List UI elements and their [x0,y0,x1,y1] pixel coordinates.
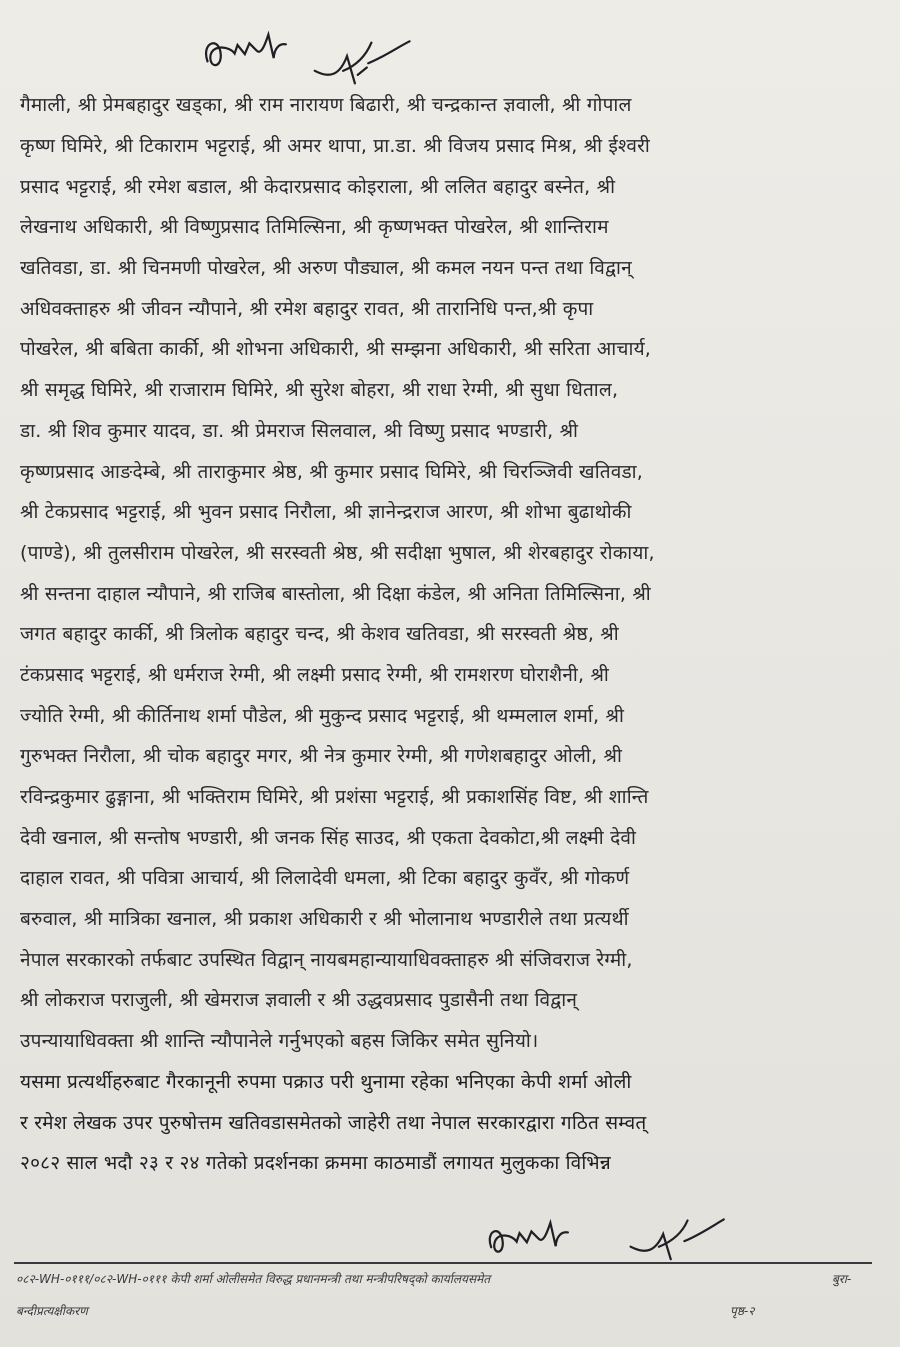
judgment-text [20,84,862,1183]
text-line: श्री समृद्ध घिमिरे, श्री राजाराम घिमिरे, श्री सुरेश बोहरा, श्री राधा रेग्मी, श्री सुधा धिताल, [20,379,619,402]
paragraph-2-line: र रमेश लेखक उपर पुरुषोत्तम खतिवडासमेतको जाहेरी तथा नेपाल सरकारद्वारा गठित सम्वत् [20,1111,647,1134]
text-line: ज्योति रेग्मी, श्री कीर्तिनाथ शर्मा पौडेल, श्री मुकुन्द प्रसाद भट्टराई, श्री थम्मलाल शर्मा, श्री [20,704,625,727]
text-line: कृष्णप्रसाद आङदेम्बे, श्री ताराकुमार श्रेष्ठ, श्री कुमार प्रसाद घिमिरे, श्री चिरञ्जिवी खतिवडा, [20,460,644,483]
paragraph-2-line: यसमा प्रत्यर्थीहरुबाट गैरकानूनी रुपमा पक्राउ परी थुनामा रहेका भनिएका केपी शर्मा ओली [20,1070,632,1093]
text-line: रविन्द्रकुमार ढुङ्गाना, श्री भक्तिराम घिमिरे, श्री प्रशंसा भट्टराई, श्री प्रकाशसिंह विष्ट, श्री शान्ति [20,786,649,809]
text-line: जगत बहादुर कार्की, श्री त्रिलोक बहादुर चन्द, श्री केशव खतिवडा, श्री सरस्वती श्रेष्ठ, श्री [20,623,619,646]
footer-continued-marker: बुरा- [832,1272,852,1286]
footer-divider [14,1262,872,1264]
signature-top-left [197,16,293,80]
text-line: नेपाल सरकारको तर्फबाट उपस्थित विद्वान् नायबमहान्यायाधिवक्ताहरु श्री संजिवराज रेग्मी, [20,948,633,971]
text-line: देवी खनाल, श्री सन्तोष भण्डारी, श्री जनक सिंह साउद, श्री एकता देवकोटा,श्री लक्ष्मी देवी [20,826,637,849]
text-line: अधिवक्ताहरु श्री जीवन न्यौपाने, श्री रमेश बहादुर रावत, श्री तारानिधि पन्त,श्री कृपा [20,297,594,320]
text-line: गुरुभक्त निरौला, श्री चोक बहादुर मगर, श्री नेत्र कुमार रेग्मी, श्री गणेशबहादुर ओली, श्री [20,745,623,768]
footer-case-type: बन्दीप्रत्यक्षीकरण [16,1304,88,1318]
footer-case-reference: ०८२-WH-०१११/०८२-WH-०१११ केपी शर्मा ओलीसमेत विरुद्ध प्रधानमन्त्री तथा मन्त्रीपरिषद्को कार्यालयसमेत [16,1272,491,1286]
text-line: कृष्ण घिमिरे, श्री टिकाराम भट्टराई, श्री अमर थापा, प्रा.डा. श्री विजय प्रसाद मिश्र, श्री ईश्वरी [20,135,650,158]
text-line: श्री लोकराज पराजुली, श्री खेमराज ज्ञवाली र श्री उद्धवप्रसाद पुडासैनी तथा विद्वान् [20,989,578,1012]
text-line: पोखरेल, श्री बबिता कार्की, श्री शोभना अधिकारी, श्री सम्झना अधिकारी, श्री सरिता आचार्य, [20,338,652,361]
text-line: लेखनाथ अधिकारी, श्री विष्णुप्रसाद तिमिल्सिना, श्री कृष्णभक्त पोखरेल, श्री शान्तिराम [20,216,609,239]
text-line: श्री सन्तना दाहाल न्यौपाने, श्री राजिब बास्तोला, श्री दिक्षा कंडेल, श्री अनिता तिमिल्सिना, श्री [20,582,651,605]
text-line: डा. श्री शिव कुमार यादव, डा. श्री प्रेमराज सिलवाल, श्री विष्णु प्रसाद भण्डारी, श्री [20,419,579,442]
signature-mark [197,16,293,80]
signature-bottom-left [481,1206,575,1266]
text-line: टंकप्रसाद भट्टराई, श्री धर्मराज रेग्मी, श्री लक्ष्मी प्रसाद रेग्मी, श्री रामशरण घोराशैनी, श्री [20,663,610,686]
footer-page-number: पृष्ठ-२ [730,1304,755,1318]
signature-mark [481,1206,575,1266]
text-line: श्री टेकप्रसाद भट्टराई, श्री भुवन प्रसाद निरौला, श्री ज्ञानेन्द्रराज आरण, श्री शोभा बुढाथोकी [20,501,632,524]
text-line: बरुवाल, श्री मात्रिका खनाल, श्री प्रकाश अधिकारी र श्री भोलानाथ भण्डारीले तथा प्रत्यर्थी [20,908,629,931]
text-line: प्रसाद भट्टराई, श्री रमेश बडाल, श्री केदारप्रसाद कोइराला, श्री ललित बहादुर बस्नेत, श्री [20,175,616,198]
text-line: दाहाल रावत, श्री पवित्रा आचार्य, श्री लिलादेवी धमला, श्री टिका बहादुर कुवँर, श्री गोकर्ण [20,867,630,890]
text-line: (पाण्डे), श्री तुलसीराम पोखरेल, श्री सरस्वती श्रेष्ठ, श्री सदीक्षा भुषाल, श्री शेरबहादुर रोकाया, [20,541,655,564]
text-line: गैमाली, श्री प्रेमबहादुर खड्का, श्री राम नारायण बिढारी, श्री चन्द्रकान्त ज्ञवाली, श्री गोपाल [20,94,632,117]
paragraph-2-line: २०८२ साल भदौ २३ र २४ गतेको प्रदर्शनका क्रममा काठमाडौं लगायत मुलुकका विभिन्न [20,1152,611,1175]
text-line: उपन्यायाधिवक्ता श्री शान्ति न्यौपानेले गर्नुभएको बहस जिकिर समेत सुनियो। [20,1030,539,1053]
text-line: खतिवडा, डा. श्री चिनमणी पोखरेल, श्री अरुण पौड्याल, श्री कमल नयन पन्त तथा विद्वान् [20,257,632,280]
